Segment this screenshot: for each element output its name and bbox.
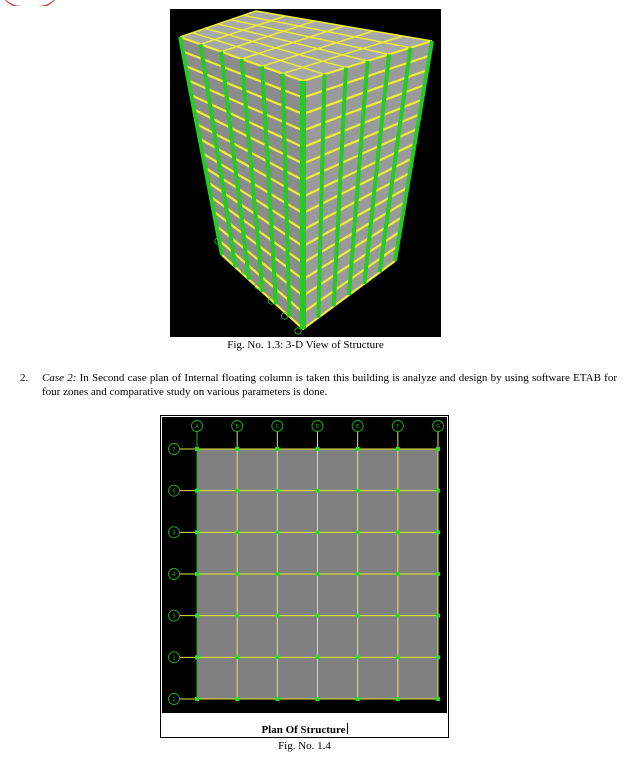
column-node [195, 697, 199, 701]
column-node [396, 447, 400, 451]
grid-label-row: 5 [172, 530, 176, 537]
grid-label-row: 2 [172, 655, 176, 662]
plan-grid-render [162, 417, 447, 713]
plan-inner-caption-text: Plan Of Structure [261, 724, 346, 736]
grid-label-row: 7 [172, 447, 176, 453]
column-node [316, 697, 320, 701]
column-node [316, 489, 320, 493]
grid-bubble [281, 313, 287, 319]
column-node [235, 655, 239, 659]
grid-label-column: G [436, 424, 440, 430]
column-node [275, 489, 279, 493]
figure-3d-view [170, 9, 441, 337]
column-node [436, 530, 440, 534]
column-node [396, 614, 400, 618]
case-text: In Second case plan of Internal floating column is taken this building is analyze and design by using software ETAB for four zones and comparative study on various parameters is done. [42, 372, 617, 398]
column-node [275, 614, 279, 618]
column-node [396, 530, 400, 534]
column-node [195, 655, 199, 659]
column-node [195, 489, 199, 493]
text-cursor [347, 723, 348, 734]
column-node [396, 489, 400, 493]
grid-label-row: 3 [172, 613, 176, 620]
column-node [275, 447, 279, 451]
column-node [436, 572, 440, 576]
case-2-paragraph [20, 371, 617, 399]
column-node [356, 614, 360, 618]
grid-label-column: A [195, 424, 199, 430]
case-title: Case 2: [42, 372, 77, 384]
column-node [235, 614, 239, 618]
column-node [275, 697, 279, 701]
grid-label-row: 4 [172, 572, 176, 578]
column-node [235, 697, 239, 701]
grid-label-column: F [396, 424, 400, 430]
column-node [235, 572, 239, 576]
column-node [316, 530, 320, 534]
figure-plan-caption: Fig. No. 1.4 [278, 740, 331, 752]
column-node [356, 530, 360, 534]
column-node [436, 614, 440, 618]
column-node [316, 655, 320, 659]
column-node [316, 614, 320, 618]
column-node [356, 572, 360, 576]
figure-plan-frame [160, 415, 449, 738]
list-number: 2. [20, 372, 29, 384]
column-node [195, 447, 199, 451]
column-node [356, 489, 360, 493]
column-node [396, 697, 400, 701]
column-node [316, 572, 320, 576]
grid-label-column: C [275, 424, 280, 430]
column-node [436, 489, 440, 493]
column-node [195, 530, 199, 534]
column-node [396, 572, 400, 576]
column-node [396, 655, 400, 659]
building-3d-render [170, 9, 441, 337]
column-node [316, 447, 320, 451]
column-node [275, 655, 279, 659]
column-node [356, 697, 360, 701]
column-node [356, 655, 360, 659]
header-logo-fragment [0, 0, 60, 6]
column-node [235, 447, 239, 451]
figure-3d-caption: Fig. No. 1.3: 3-D View of Structure [227, 339, 384, 351]
plan-inner-caption [161, 723, 448, 736]
column-node [195, 614, 199, 618]
grid-label-row: 6 [172, 488, 176, 495]
grid-label-column: B [235, 424, 239, 430]
grid-label-column: E [356, 424, 360, 430]
column-node [356, 447, 360, 451]
figure-plan-view [162, 417, 447, 713]
grid-label-column: D [315, 424, 320, 430]
column-node [275, 530, 279, 534]
column-node [275, 572, 279, 576]
column-node [436, 655, 440, 659]
grid-bubble [295, 328, 301, 334]
column-node [195, 572, 199, 576]
column-node [235, 530, 239, 534]
column-node [235, 489, 239, 493]
column-node [436, 697, 440, 701]
grid-label-row: 1 [172, 697, 176, 703]
column-node [436, 447, 440, 451]
